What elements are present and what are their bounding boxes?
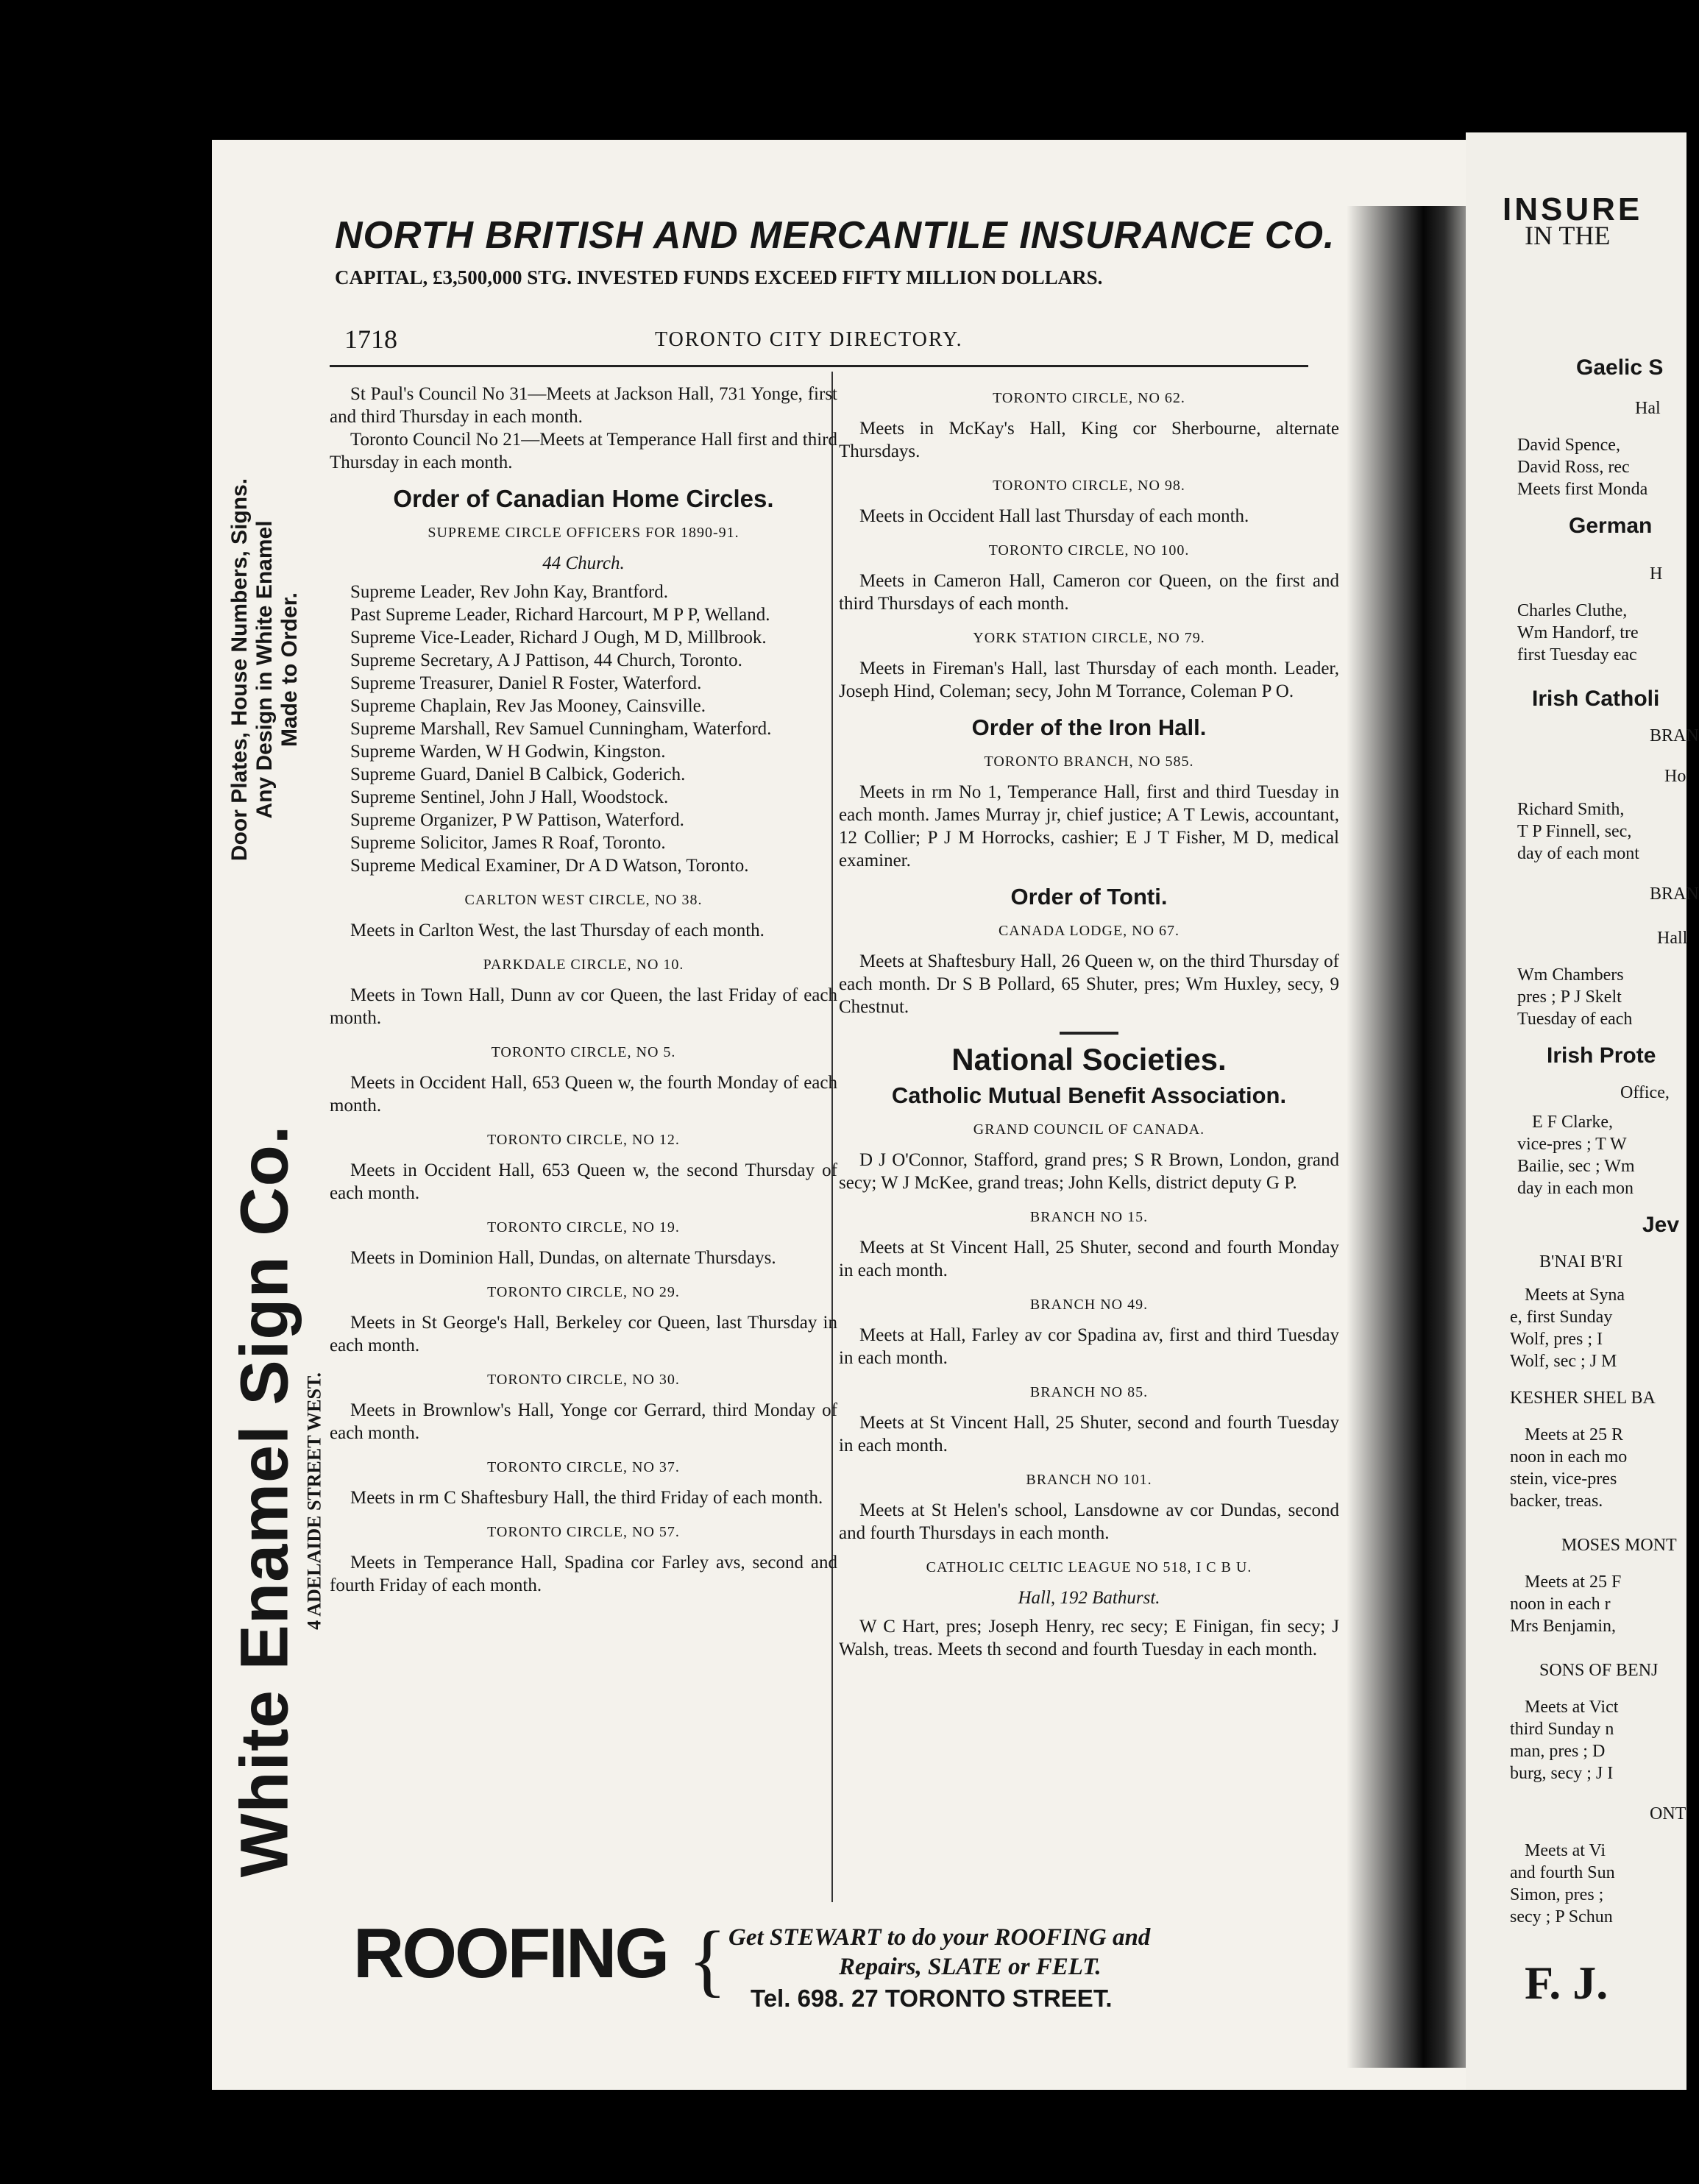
circle-name: TORONTO CIRCLE, NO 100.: [988, 542, 1190, 559]
circle-text: Meets in Dominion Hall, Dundas, on alternate Thursdays.: [350, 1248, 776, 1268]
celtic-league-text: W C Hart, pres; Joseph Henry, rec secy; E Finigan, fin secy; J Walsh, treas. Meets th second and fourth Tuesday in each month.: [839, 1617, 1339, 1659]
officer-entry: Supreme Warden, W H Godwin, Kingston.: [350, 742, 666, 762]
officer-entry: Supreme Solicitor, James R Roaf, Toronto.: [350, 833, 666, 853]
officer-entry: Supreme Chaplain, Rev Jas Mooney, Cainsville.: [350, 696, 706, 716]
roofing-ad-brace: {: [688, 1915, 727, 2004]
header-rule: [330, 365, 1308, 367]
adjacent-page-line: KESHER SHEL BA: [1510, 1389, 1656, 1408]
officer-entry: Supreme Treasurer, Daniel R Foster, Waterford.: [350, 673, 702, 693]
circle-name: TORONTO CIRCLE, NO 29.: [487, 1284, 680, 1300]
roofing-ad-line-2: Repairs, SLATE or FELT.: [839, 1954, 1102, 1980]
adjacent-page-line: man, pres ; D: [1510, 1742, 1606, 1761]
celtic-league-heading: CATHOLIC CELTIC LEAGUE NO 518, I C B U.: [926, 1559, 1252, 1575]
adjacent-page: [1466, 132, 1699, 2090]
adjacent-page-line: MOSES MONT: [1561, 1536, 1677, 1555]
branch-name: BRANCH NO 85.: [1029, 1384, 1149, 1400]
branch-text: Meets at Hall, Farley av cor Spadina av, first and third Tuesday in each month.: [839, 1325, 1339, 1368]
circle-name: TORONTO CIRCLE, NO 5.: [491, 1044, 676, 1060]
adjacent-page-line: BRAN: [1650, 726, 1699, 745]
adjacent-page-line: INSURE: [1503, 191, 1643, 227]
branch-name: BRANCH NO 49.: [1029, 1297, 1149, 1313]
right-column: [839, 383, 1339, 1661]
side-ad-door-plates: [221, 383, 324, 957]
circle-name: TORONTO CIRCLE, NO 12.: [487, 1132, 680, 1148]
adjacent-page-line: Richard Smith,: [1517, 800, 1625, 819]
circle-text: Meets in Occident Hall last Thursday of each month.: [859, 506, 1249, 526]
side-ad-white-enamel: [224, 1015, 327, 1987]
adjacent-page-line: Meets at 25 F: [1525, 1573, 1622, 1592]
side-ad-line-1: Door Plates, House Numbers, Signs.: [227, 478, 252, 862]
circle-text: Meets in Brownlow's Hall, Yonge cor Gerrard, third Monday of each month.: [330, 1400, 837, 1443]
tonti-lodge: CANADA LODGE, NO 67.: [998, 923, 1180, 939]
st-pauls-council: St Paul's Council No 31—Meets at Jackson Hall, 731 Yonge, first and third Thursday in each month.: [330, 384, 837, 427]
grand-council-heading: GRAND COUNCIL OF CANADA.: [973, 1121, 1205, 1138]
national-societies-heading: National Societies.: [951, 1042, 1227, 1077]
circle-text: Meets in Temperance Hall, Spadina cor Farley avs, second and fourth Friday of each month.: [330, 1553, 837, 1595]
adjacent-page-line: Wolf, sec ; J M: [1510, 1352, 1617, 1371]
adjacent-page-line: F. J.: [1525, 1957, 1608, 2009]
adjacent-page-line: David Ross, rec: [1517, 458, 1630, 477]
adjacent-page-line: Mrs Benjamin,: [1510, 1617, 1616, 1636]
circle-text: Meets in McKay's Hall, King cor Sherbourne, alternate Thursdays.: [839, 419, 1339, 461]
adjacent-page-line: E F Clarke,: [1532, 1113, 1613, 1132]
adjacent-page-line: secy ; P Schun: [1510, 1907, 1613, 1926]
roofing-ad-line-3: Tel. 698. 27 TORONTO STREET.: [751, 1985, 1113, 2012]
adjacent-page-line: and fourth Sun: [1510, 1863, 1615, 1882]
branch-text: Meets at St Helen's school, Lansdowne av cor Dundas, second and fourth Thursdays in each month.: [839, 1500, 1339, 1543]
adjacent-page-line: ONT: [1650, 1804, 1686, 1823]
section-divider: [1060, 1032, 1118, 1035]
adjacent-page-line: Meets first Monda: [1517, 480, 1648, 499]
officer-entry: Supreme Guard, Daniel B Calbick, Goderich.: [350, 765, 686, 784]
grand-council-text: D J O'Connor, Stafford, grand pres; S R Brown, London, grand secy; W J McKee, grand treas; John Kells, district deputy G P.: [839, 1150, 1339, 1193]
officer-entry: Past Supreme Leader, Richard Harcourt, M P P, Welland.: [350, 605, 770, 625]
adjacent-page-line: Ho: [1664, 767, 1686, 786]
adjacent-page-line: T P Finnell, sec,: [1517, 822, 1632, 841]
circle-name: TORONTO CIRCLE, NO 57.: [487, 1524, 680, 1540]
adjacent-page-line: B'NAI B'RI: [1539, 1252, 1623, 1272]
adjacent-page-line: Hall: [1657, 929, 1688, 948]
branch-list: [839, 1206, 1339, 1545]
adjacent-page-line: day of each mont: [1517, 844, 1639, 863]
insurance-banner-subtitle: CAPITAL, £3,500,000 STG. INVESTED FUNDS EXCEED FIFTY MILLION DOLLARS.: [335, 266, 1103, 288]
insurance-banner-title: NORTH BRITISH AND MERCANTILE INSURANCE CO.: [335, 214, 1336, 257]
adjacent-page-line: Wm Handorf, tre: [1517, 623, 1639, 642]
adjacent-page-line: noon in each mo: [1510, 1447, 1628, 1467]
adjacent-page-line: Bailie, sec ; Wm: [1517, 1157, 1635, 1176]
side-ad-line-3: Made to Order.: [277, 592, 302, 748]
adjacent-page-line: pres ; P J Skelt: [1517, 988, 1622, 1007]
circle-name: TORONTO CIRCLE, NO 37.: [487, 1459, 680, 1475]
adjacent-page-line: IN THE: [1525, 221, 1611, 250]
circle-text: Meets in Carlton West, the last Thursday of each month.: [350, 921, 765, 940]
iron-hall-branch: TORONTO BRANCH, NO 585.: [984, 754, 1194, 770]
adjacent-page-line: Meets at Syna: [1525, 1286, 1625, 1305]
branch-text: Meets at St Vincent Hall, 25 Shuter, second and fourth Tuesday in each month.: [839, 1413, 1339, 1456]
adjacent-page-line: Irish Catholi: [1532, 687, 1660, 711]
adjacent-page-line: Hal: [1635, 399, 1661, 418]
circle-name: TORONTO CIRCLE, NO 98.: [993, 478, 1185, 494]
adjacent-page-line: Meets at Vi: [1525, 1841, 1606, 1860]
adjacent-page-line: BRAN: [1650, 884, 1699, 904]
circle-name: TORONTO CIRCLE, NO 62.: [993, 390, 1185, 406]
side-ad-company: White Enamel Sign Co.: [227, 1124, 302, 1878]
adjacent-page-line: Wolf, pres ; I: [1510, 1330, 1603, 1349]
circle-name: PARKDALE CIRCLE, NO 10.: [483, 957, 684, 973]
tonti-heading: Order of Tonti.: [1010, 884, 1168, 910]
adjacent-page-line: first Tuesday eac: [1517, 645, 1637, 664]
order-heading: Order of Canadian Home Circles.: [393, 485, 774, 512]
officer-list: [330, 581, 837, 877]
page-number: 1718: [344, 325, 397, 354]
circle-list-left: [330, 889, 837, 1597]
circle-text: Meets in Occident Hall, 653 Queen w, the fourth Monday of each month.: [330, 1073, 837, 1116]
officer-entry: Supreme Organizer, P W Pattison, Waterford.: [350, 810, 684, 830]
adjacent-page-line: Gaelic S: [1576, 355, 1664, 380]
circle-text: Meets in rm C Shaftesbury Hall, the third Friday of each month.: [350, 1488, 823, 1508]
officers-address: 44 Church.: [542, 553, 625, 573]
adjacent-page-line: Tuesday of each: [1517, 1010, 1633, 1029]
roofing-ad-line-1: Get STEWART to do your ROOFING and: [728, 1924, 1151, 1951]
adjacent-page-line: Charles Cluthe,: [1517, 601, 1628, 620]
circle-text: Meets in Fireman's Hall, last Thursday of each month. Leader, Joseph Hind, Coleman; secy, John M Torrance, Coleman P O.: [839, 659, 1339, 701]
adjacent-page-line: noon in each r: [1510, 1595, 1611, 1614]
adjacent-page-line: burg, secy ; J I: [1510, 1764, 1614, 1783]
adjacent-page-line: e, first Sunday: [1510, 1308, 1613, 1327]
adjacent-page-line: David Spence,: [1517, 436, 1620, 455]
adjacent-page-line: stein, vice-pres: [1510, 1469, 1617, 1489]
officer-entry: Supreme Leader, Rev John Kay, Brantford.: [350, 582, 668, 602]
adjacent-page-line: German: [1569, 514, 1653, 538]
toronto-council: Toronto Council No 21—Meets at Temperance Hall first and third Thursday in each month.: [330, 430, 837, 472]
adjacent-page-line: Office,: [1620, 1083, 1670, 1102]
branch-name: BRANCH NO 101.: [1026, 1472, 1152, 1488]
adjacent-page-line: Wm Chambers: [1517, 965, 1624, 985]
adjacent-page-line: Simon, pres ;: [1510, 1885, 1604, 1904]
circle-text: Meets in Cameron Hall, Cameron cor Queen, on the first and third Thursdays of each month.: [839, 571, 1339, 614]
celtic-league-hall: Hall, 192 Bathurst.: [1018, 1588, 1160, 1608]
circle-name: CARLTON WEST CIRCLE, NO 38.: [464, 892, 703, 908]
branch-name: BRANCH NO 15.: [1029, 1209, 1149, 1225]
adjacent-page-line: vice-pres ; T W: [1517, 1135, 1627, 1154]
circle-name: TORONTO CIRCLE, NO 19.: [487, 1219, 680, 1235]
adjacent-page-line: H: [1650, 564, 1663, 584]
supreme-officers-heading: SUPREME CIRCLE OFFICERS FOR 1890-91.: [428, 525, 739, 541]
circle-text: Meets in St George's Hall, Berkeley cor Queen, last Thursday in each month.: [330, 1313, 837, 1355]
side-ad-address: 4 ADELAIDE STREET WEST.: [303, 1372, 325, 1630]
adjacent-page-line: Meets at Vict: [1525, 1698, 1619, 1717]
tonti-text: Meets at Shaftesbury Hall, 26 Queen w, on the third Thursday of each month. Dr S B Pollard, 65 Shuter, pres; Wm Huxley, secy, 9 Chestnut.: [839, 951, 1339, 1017]
adjacent-page-line: Jev: [1642, 1213, 1680, 1237]
circle-text: Meets in Town Hall, Dunn av cor Queen, the last Friday of each month.: [330, 985, 837, 1028]
officer-entry: Supreme Sentinel, John J Hall, Woodstock.: [350, 787, 669, 807]
officer-entry: Supreme Secretary, A J Pattison, 44 Church, Toronto.: [350, 650, 742, 670]
iron-hall-heading: Order of the Iron Hall.: [971, 715, 1207, 740]
officer-entry: Supreme Vice-Leader, Richard J Ough, M D, Millbrook.: [350, 628, 767, 648]
side-ad-line-2: Any Design in White Enamel: [252, 520, 277, 819]
officer-entry: Supreme Marshall, Rev Samuel Cunningham, Waterford.: [350, 719, 772, 739]
left-column: [330, 383, 837, 1597]
circle-list-right: [839, 387, 1339, 703]
adjacent-page-line: third Sunday n: [1510, 1720, 1614, 1739]
running-title: TORONTO CITY DIRECTORY.: [655, 328, 963, 351]
circle-text: Meets in Occident Hall, 653 Queen w, the second Thursday of each month.: [330, 1160, 837, 1203]
adjacent-page-line: Irish Prote: [1547, 1043, 1656, 1068]
circle-name: TORONTO CIRCLE, NO 30.: [487, 1372, 680, 1388]
iron-hall-text: Meets in rm No 1, Temperance Hall, first and third Tuesday in each month. James Murray jr, chief justice; A T Lewis, accountant, 12 Collier; P J M Horrocks, cashier; E J T Fisher, M D, medical examiner.: [839, 782, 1339, 871]
roofing-ad-word: ROOFING: [353, 1914, 667, 1993]
adjacent-page-line: SONS OF BENJ: [1539, 1661, 1659, 1680]
adjacent-page-line: day in each mon: [1517, 1179, 1634, 1198]
adjacent-page-line: Meets at 25 R: [1525, 1425, 1623, 1444]
officer-entry: Supreme Medical Examiner, Dr A D Watson, Toronto.: [350, 856, 749, 876]
branch-text: Meets at St Vincent Hall, 25 Shuter, second and fourth Monday in each month.: [839, 1238, 1339, 1280]
circle-name: YORK STATION CIRCLE, NO 79.: [973, 630, 1205, 646]
adjacent-page-line: backer, treas.: [1510, 1492, 1603, 1511]
catholic-mutual-heading: Catholic Mutual Benefit Association.: [891, 1082, 1287, 1108]
